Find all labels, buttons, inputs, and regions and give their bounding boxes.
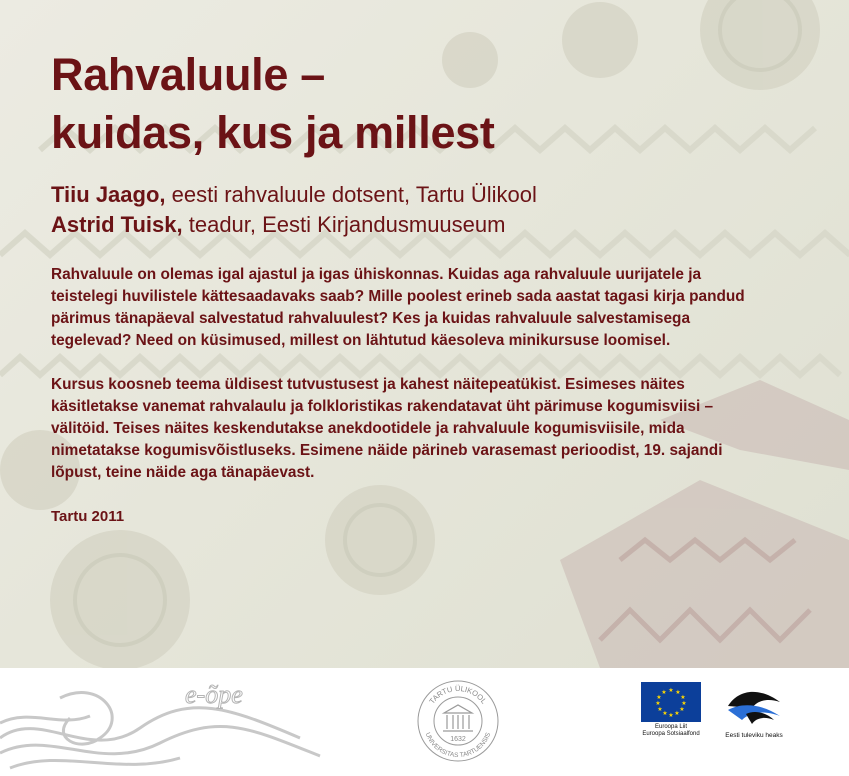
title-line-1: Rahvaluule – xyxy=(51,49,326,100)
estonia-caption: Eesti tuleviku heaks xyxy=(725,732,783,739)
seal-year: 1632 xyxy=(450,736,466,743)
eu-logo xyxy=(641,682,701,738)
paragraph-2: Kursus koosneb teema üldisest tutvustusest ja kahest näitepeatükist. Esimeses näites käsitletakse vanemat rahvalaulu ja folkloristikas rakendatavat üht pärimuse kogumisviisi – välitöid. Teises näites keskendutakse anekdootidele ja rahvaluule kogumisviisile, mida nimetatakse kogumisvõistluseks. Esimene näide pärineb varasemast perioodist, 19. sajandi lõpust, teine näide aga tänapäevast. xyxy=(51,376,723,481)
footer-logos xyxy=(0,668,849,776)
title-line-2: kuidas, kus ja millest xyxy=(51,107,495,158)
seal-top-text: TARTU ÜLIKOOL xyxy=(427,683,489,706)
paragraph-1: Rahvaluule on olemas igal ajastul ja igas ühiskonnas. Kuidas aga rahvaluule uurijatele ja teistelegi huvilistele kättesaadavaks saab? Mille poolest erineb sada aastat tagasi kirja pandud pärimus tänapäeval salvestatud rahvaluulest? Kes ja kuidas rahvaluule salvestamisega tegelevad? Need on küsimused, millest on lähtutud käesoleva minikursuse loomisel. xyxy=(51,266,745,349)
svg-text:★: ★ xyxy=(657,706,663,713)
svg-text:★: ★ xyxy=(662,710,668,717)
author-1 xyxy=(51,180,791,210)
svg-text:★: ★ xyxy=(674,710,680,717)
author-1-role: eesti rahvaluule dotsent, Tartu Ülikool xyxy=(165,182,537,207)
place-year: Tartu 2011 xyxy=(51,508,125,525)
estonia-logo xyxy=(716,684,792,739)
page-content xyxy=(51,46,791,528)
eope-logo xyxy=(0,668,330,776)
author-1-name: Tiiu Jaago, xyxy=(51,182,166,207)
svg-text:★: ★ xyxy=(679,706,685,713)
author-list xyxy=(51,180,791,240)
svg-text:★: ★ xyxy=(675,689,681,696)
page-title xyxy=(51,46,791,162)
svg-text:★: ★ xyxy=(655,700,661,707)
abstract xyxy=(51,264,771,528)
university-seal-icon xyxy=(416,679,500,763)
svg-text:★: ★ xyxy=(661,689,667,696)
svg-text:★: ★ xyxy=(680,694,686,701)
author-2-name: Astrid Tuisk, xyxy=(51,212,183,237)
estonia-swallow-icon xyxy=(724,684,784,726)
seal-bottom-text: UNIVERSITAS TARTUENSIS xyxy=(423,731,493,760)
eu-flag-icon xyxy=(641,682,701,722)
author-2-role: teadur, Eesti Kirjandusmuuseum xyxy=(182,212,506,237)
svg-text:★: ★ xyxy=(668,687,674,694)
author-2 xyxy=(51,210,791,240)
svg-text:★: ★ xyxy=(668,712,674,719)
eu-caption-line-2: Euroopa Sotsiaalfond xyxy=(642,731,700,737)
eope-logo-text: e-õpe xyxy=(185,680,243,709)
svg-text:★: ★ xyxy=(656,694,662,701)
eu-caption-line-1: Euroopa Liit xyxy=(654,724,688,730)
svg-text:★: ★ xyxy=(681,700,687,707)
